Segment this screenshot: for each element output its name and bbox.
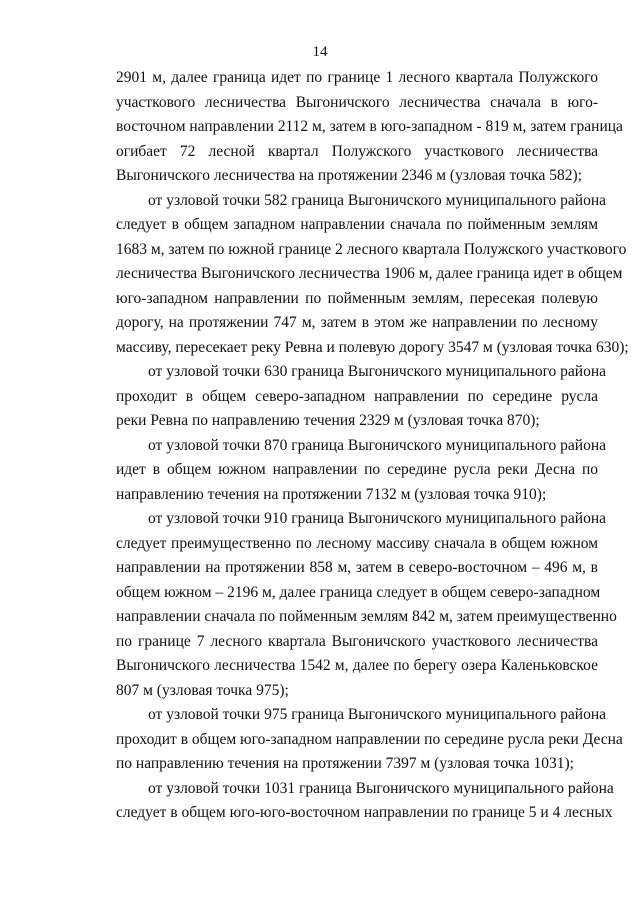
text-line: направлении сначала по пойменным землям 842 м, затем преимущественно — [116, 608, 617, 625]
text-line: дорогу, на протяжении 747 м, затем в этом же направлении по лесному — [116, 314, 598, 331]
text-line: Выгоничского лесничества 1542 м, далее по берегу озера Каленьковское — [116, 657, 598, 674]
text-line: идет в общем южном направлении по середине русла реки Десна по — [116, 461, 598, 478]
paragraph-continuation — [116, 66, 623, 189]
text-line: по направлению течения на протяжении 7397 м (узловая точка 1031); — [116, 755, 574, 772]
paragraph-point-582 — [116, 189, 629, 361]
text-line: от узловой точки 910 граница Выгоничского муниципального района — [148, 510, 607, 527]
paragraph-point-975 — [116, 703, 623, 777]
text-line: направлению течения на протяжении 7132 м (узловая точка 910); — [116, 485, 547, 503]
text-line: 807 м (узловая точка 975); — [116, 681, 289, 699]
paragraph-point-870 — [116, 434, 607, 508]
text-line: следует в общем юго-юго-восточном направлении по границе 5 и 4 лесных — [116, 804, 613, 821]
text-line: следует в общем западном направлении сначала по пойменным землям — [116, 216, 598, 233]
text-line: массиву, пересекает реку Ревна и полевую дорогу 3547 м (узловая точка 630); — [116, 338, 629, 356]
text-line: проходит в общем юго-западном направлении по середине русла реки Десна — [116, 730, 623, 748]
paragraph-point-1031 — [116, 777, 614, 826]
text-line: 2901 м, далее граница идет по границе 1 лесного квартала Полужского — [116, 69, 598, 86]
text-line: по границе 7 лесного квартала Выгоничского участкового лесничества — [116, 632, 598, 650]
text-line: направлении на протяжении 858 м, затем в северо-восточном – 496 м, в — [116, 559, 598, 576]
text-line: от узловой точки 582 граница Выгоничского муниципального района — [148, 191, 607, 209]
text-line: лесничества Выгоничского лесничества 1906 м, далее граница идет в общем — [116, 265, 623, 282]
page-number: 14 — [312, 44, 328, 60]
text-line: юго-западном направлении по пойменным землям, пересекая полевую — [116, 289, 598, 307]
text-line: огибает 72 лесной квартал Полужского участкового лесничества — [116, 142, 598, 160]
paragraph-point-910 — [116, 507, 617, 703]
text-line: Выгоничского лесничества на протяжении 2346 м (узловая точка 582); — [116, 167, 582, 184]
text-line: от узловой точки 975 граница Выгоничского муниципального района — [148, 706, 607, 723]
text-line: участкового лесничества Выгоничского лесничества сначала в юго- — [116, 93, 598, 111]
text-line: от узловой точки 870 граница Выгоничского муниципального района — [148, 436, 607, 454]
text-line: от узловой точки 1031 граница Выгоничского муниципального района — [148, 779, 614, 797]
text-line: проходит в общем северо-западном направлении по середине русла — [116, 387, 598, 405]
paragraph-point-630 — [116, 360, 607, 434]
document-body — [116, 66, 629, 826]
text-line: 1683 м, затем по южной границе 2 лесного квартала Полужского участкового — [116, 240, 627, 258]
text-line: общем южном – 2196 м, далее граница следует в общем северо-западном — [116, 583, 601, 601]
text-line: от узловой точки 630 граница Выгоничского муниципального района — [148, 363, 607, 380]
text-line: следует преимущественно по лесному массиву сначала в общем южном — [116, 534, 598, 552]
text-line: восточном направлении 2112 м, затем в юго-западном - 819 м, затем граница — [116, 118, 623, 135]
text-line: реки Ревна по направлению течения 2329 м (узловая точка 870); — [116, 412, 540, 429]
